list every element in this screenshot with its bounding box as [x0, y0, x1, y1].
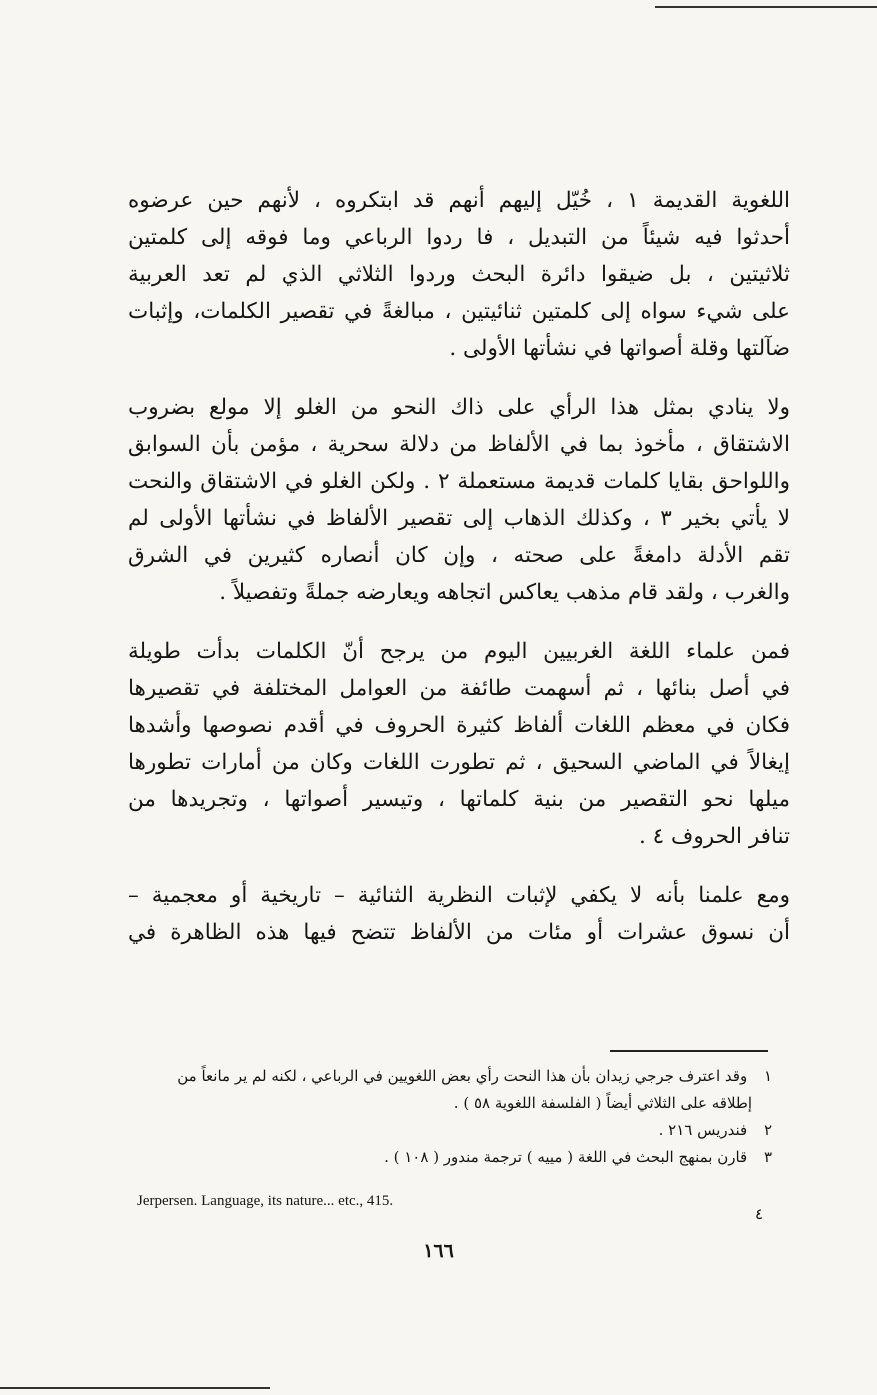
- page-number: ١٦٦: [423, 1240, 454, 1262]
- text-line: أن نسوق عشرات أو مئات من الألفاظ تتضح فيها هذه الظاهرة في: [128, 920, 790, 945]
- footnote-text: قارن بمنهج البحث في اللغة ( مييه ) ترجمة مندور ( ١٠٨ ) .: [384, 1148, 748, 1166]
- text-line: ومع علمنا بأنه لا يكفي لإثبات النظرية الثنائية – تاريخية أو معجمية –: [128, 883, 790, 908]
- text-line: ولا ينادي بمثل هذا الرأي على ذاك النحو من الغلو إلا مولع بضروب: [128, 395, 790, 420]
- footnote-text: فندريس ٢١٦ .: [658, 1121, 748, 1139]
- top-edge-rule: [655, 6, 877, 8]
- text-line: فمن علماء اللغة الغربيين اليوم من يرجح أنّ الكلمات بدأت طويلة: [128, 639, 790, 664]
- text-line: تنافر الحروف ٤ .: [638, 824, 790, 849]
- text-line: واللواحق بقايا كلمات قديمة مستعملة ٢ . ولكن الغلو في الاشتقاق والنحت: [128, 469, 790, 494]
- footnote-separator: [610, 1050, 768, 1052]
- paragraph-4: [128, 877, 790, 951]
- footnote-2: [100, 1117, 772, 1144]
- paragraph-1: [128, 182, 790, 367]
- text-line: على شيء سواه إلى كلمتين ثنائيتين ، مبالغةً في تقصير الكلمات، وإثبات: [128, 299, 790, 324]
- footnote-1: [100, 1063, 772, 1090]
- paragraph-2: [128, 389, 790, 611]
- footnote-number: ٣: [763, 1148, 772, 1166]
- footnote-text: وقد اعترف جرجي زيدان بأن هذا النحت رأي بعض اللغويين في الرباعي ، لكنه لم ير مانعاً من: [177, 1067, 748, 1085]
- footnote-1-continuation: إطلاقه على الثلاثي أيضاً ( الفلسفة اللغوية ٥٨ ) .: [453, 1094, 752, 1112]
- bottom-edge-rule: [0, 1387, 270, 1389]
- footnotes: [100, 1063, 772, 1171]
- text-line: الاشتقاق ، مأخوذ بما في الألفاظ من دلالة سحرية ، مؤمن بأن السوابق: [128, 432, 790, 457]
- text-line: إيغالاً في الماضي السحيق ، ثم تطورت اللغات وكان من أمارات تطورها: [128, 750, 790, 775]
- text-line: ثلاثيتين ، بل ضيقوا دائرة البحث وردوا الثلاثي الذي لم تعد العربية: [128, 262, 790, 287]
- text-line: تقم الأدلة دامغةً على صحته ، وإن كان أنصاره كثيرين في الشرق: [128, 543, 790, 568]
- footnote-4-number: ٤: [755, 1205, 764, 1223]
- body-text: [128, 182, 790, 973]
- text-line: والغرب ، ولقد قام مذهب يعاكس اتجاهه ويعارضه جملةً وتفصيلاً .: [219, 580, 790, 605]
- text-line: ميلها نحو التقصير من بنية كلماتها ، وتيسير أصواتها ، وتجريدها من: [128, 787, 790, 812]
- footnote-number: ١: [763, 1067, 772, 1085]
- paragraph-3: [128, 633, 790, 855]
- text-line: ضآلتها وقلة أصواتها في نشأتها الأولى .: [449, 336, 790, 361]
- footnote-number: ٢: [763, 1121, 772, 1139]
- text-line: اللغوية القديمة ١ ، خُيّل إليهم أنهم قد ابتكروه ، لأنهم حين عرضوه: [128, 188, 790, 213]
- text-line: في أصل بنائها ، ثم أسهمت طائفة من العوامل المختلفة في تقصيرها: [128, 676, 790, 701]
- footnote-4-text: Jerpersen. Language, its nature... etc., 415.: [137, 1193, 394, 1209]
- text-line: فكان في معظم اللغات ألفاظ كثيرة الحروف في أقدم نصوصها وأشدها: [128, 713, 790, 738]
- text-line: لا يأتي بخير ٣ ، وكذلك الذهاب إلى تقصير الألفاظ في نشأتها الأولى لم: [128, 506, 790, 531]
- text-line: أحدثوا فيه شيئاً من التبديل ، فا ردوا الرباعي وما فوقه إلى كلمتين: [128, 225, 790, 250]
- footnote-3: [100, 1144, 772, 1171]
